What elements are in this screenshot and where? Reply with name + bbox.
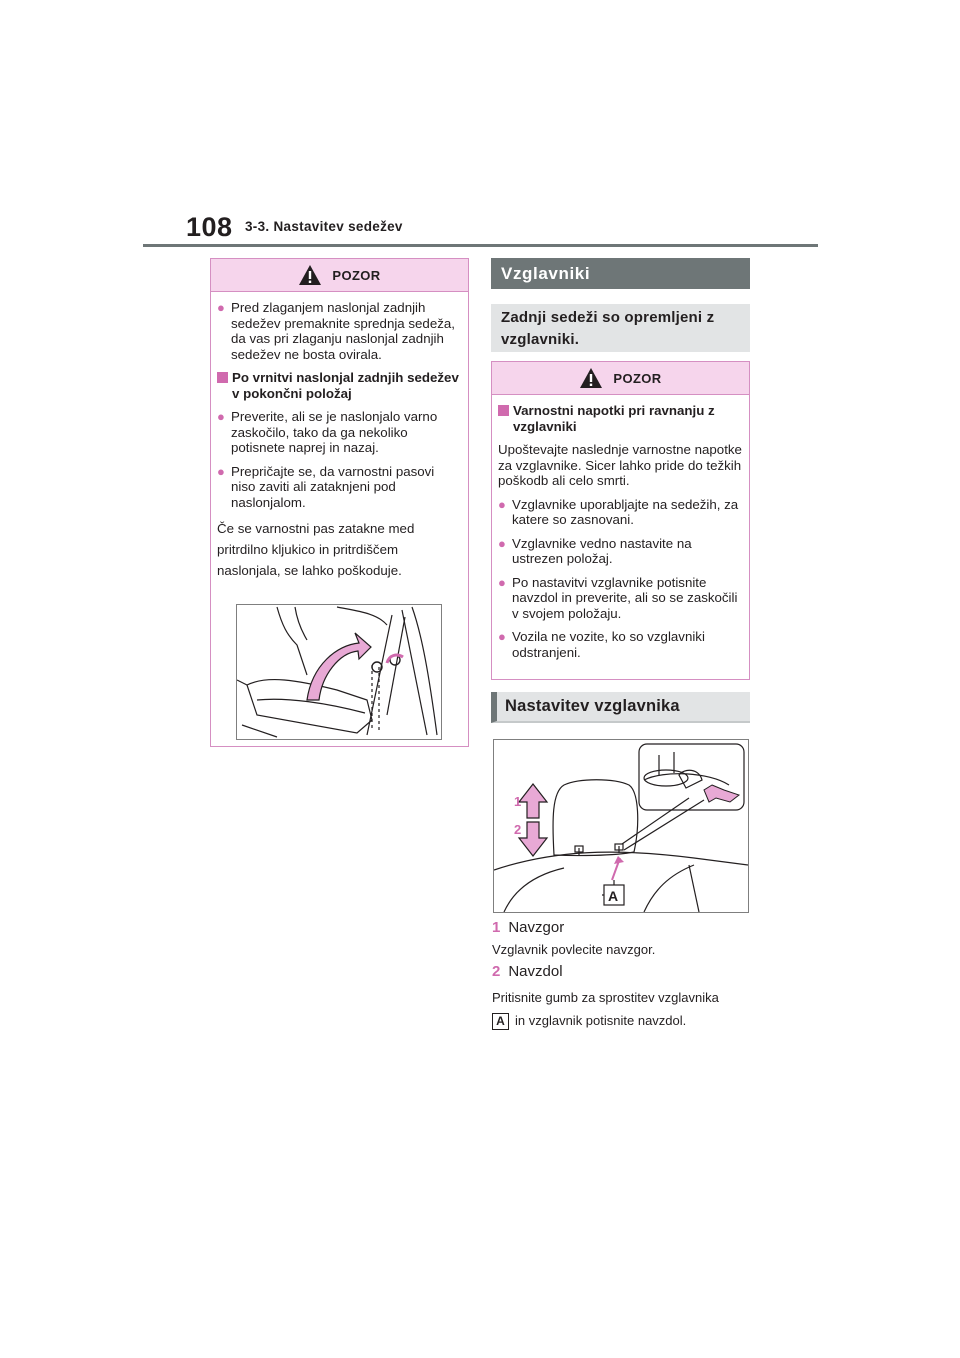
button-a-label: A — [492, 1013, 509, 1030]
list-item — [498, 536, 743, 567]
bullet-text: Po nastavitvi vzglavnike potisnite navzdol in preverite, ali so se zaskočili v svojem položaju. — [512, 574, 738, 621]
figure-label-button: A — [608, 888, 619, 904]
step-2-description-text: in vzglavnik potisnite navzdol. — [515, 1013, 687, 1028]
bullet-text: Vozila ne vozite, ko so vzglavniki odstranjeni. — [512, 629, 705, 660]
step-number: 1 — [492, 919, 501, 936]
section-band-vzglavniki: Vzglavniki — [491, 258, 750, 289]
warning-triangle-icon — [579, 367, 603, 389]
warning-triangle-icon — [298, 264, 322, 286]
caution-header — [211, 259, 468, 292]
header-rule — [143, 244, 818, 247]
step-2-description-cont — [492, 1013, 686, 1030]
bullet-text: Prepričajte se, da varnostni pasovi niso zaviti ali zataknjeni pod naslonjalom. — [231, 463, 435, 510]
caution-heading — [498, 403, 743, 434]
headrest-illustration — [493, 739, 749, 913]
caution-heading — [217, 370, 462, 401]
list-item — [217, 300, 462, 362]
square-bullet-icon — [498, 405, 509, 416]
bullet-dot-icon: ● — [217, 463, 225, 479]
step-label: Navzdol — [508, 963, 563, 980]
bullet-dot-icon: ● — [217, 300, 225, 315]
step-label: Navzgor — [508, 919, 565, 936]
caution-header — [492, 362, 749, 395]
bullet-text: Preverite, ali se je naslonjalo varno zaskočilo, tako da ga nekoliko potisnete naprej in nazaj. — [231, 409, 438, 455]
bullet-text: Vzglavnike uporabljajte na sedežih, za katere so zasnovani. — [512, 496, 739, 527]
subsection-band-nastavitev: Nastavitev vzglavnika — [491, 692, 750, 723]
seat-fold-illustration — [236, 604, 442, 740]
step-1 — [492, 919, 564, 936]
heading-text: Po vrnitvi naslonjal zadnjih sedežev v pokončni položaj — [232, 370, 459, 401]
intro-box: Zadnji sedeži so opremljeni z vzglavniki. — [491, 304, 750, 352]
section-title: 3-3. Nastavitev sedežev — [245, 219, 403, 234]
bullet-text: Pred zlaganjem naslonjal zadnjih sedežev premaknite sprednja sedeža, da vas pri zlaganju naslonjal zadnjih sedežev ne bosta ovirala. — [231, 300, 455, 362]
bullet-dot-icon: ● — [217, 409, 225, 424]
bullet-dot-icon: ● — [498, 496, 506, 512]
heading-text: Varnostni napotki pri ravnanju z vzglavniki — [513, 403, 715, 434]
square-bullet-icon — [217, 372, 228, 383]
step-2-description: Pritisnite gumb za sprostitev vzglavnika — [492, 990, 719, 1005]
list-item — [217, 464, 462, 511]
step-2 — [492, 963, 563, 980]
list-item — [498, 629, 743, 660]
bullet-dot-icon: ● — [498, 574, 506, 590]
caution-paragraph: Upoštevajte naslednje varnostne napotke za vzglavnike. Sicer lahko pride do težkih poškodb ali celo smrti. — [498, 442, 742, 488]
page-number: 108 — [186, 212, 233, 242]
bullet-dot-icon: ● — [498, 629, 506, 644]
right-caution-box — [491, 361, 750, 680]
bullet-text: Vzglavnike vedno nastavite na ustrezen položaj. — [512, 535, 692, 566]
caution-title: POZOR — [332, 267, 381, 283]
caution-paragraph: Če se varnostni pas zatakne med pritrdilno kljukico in pritrdiščem naslonjala, se lahko poškoduje. — [217, 521, 415, 578]
bullet-dot-icon: ● — [498, 535, 506, 551]
step-number: 2 — [492, 963, 501, 980]
list-item — [498, 497, 743, 528]
step-1-description: Vzglavnik povlecite navzgor. — [492, 942, 656, 957]
list-item — [217, 409, 462, 456]
caution-title: POZOR — [613, 370, 662, 386]
figure-label-up: 1 — [514, 794, 522, 809]
figure-label-down: 2 — [514, 822, 522, 837]
list-item — [498, 575, 743, 622]
